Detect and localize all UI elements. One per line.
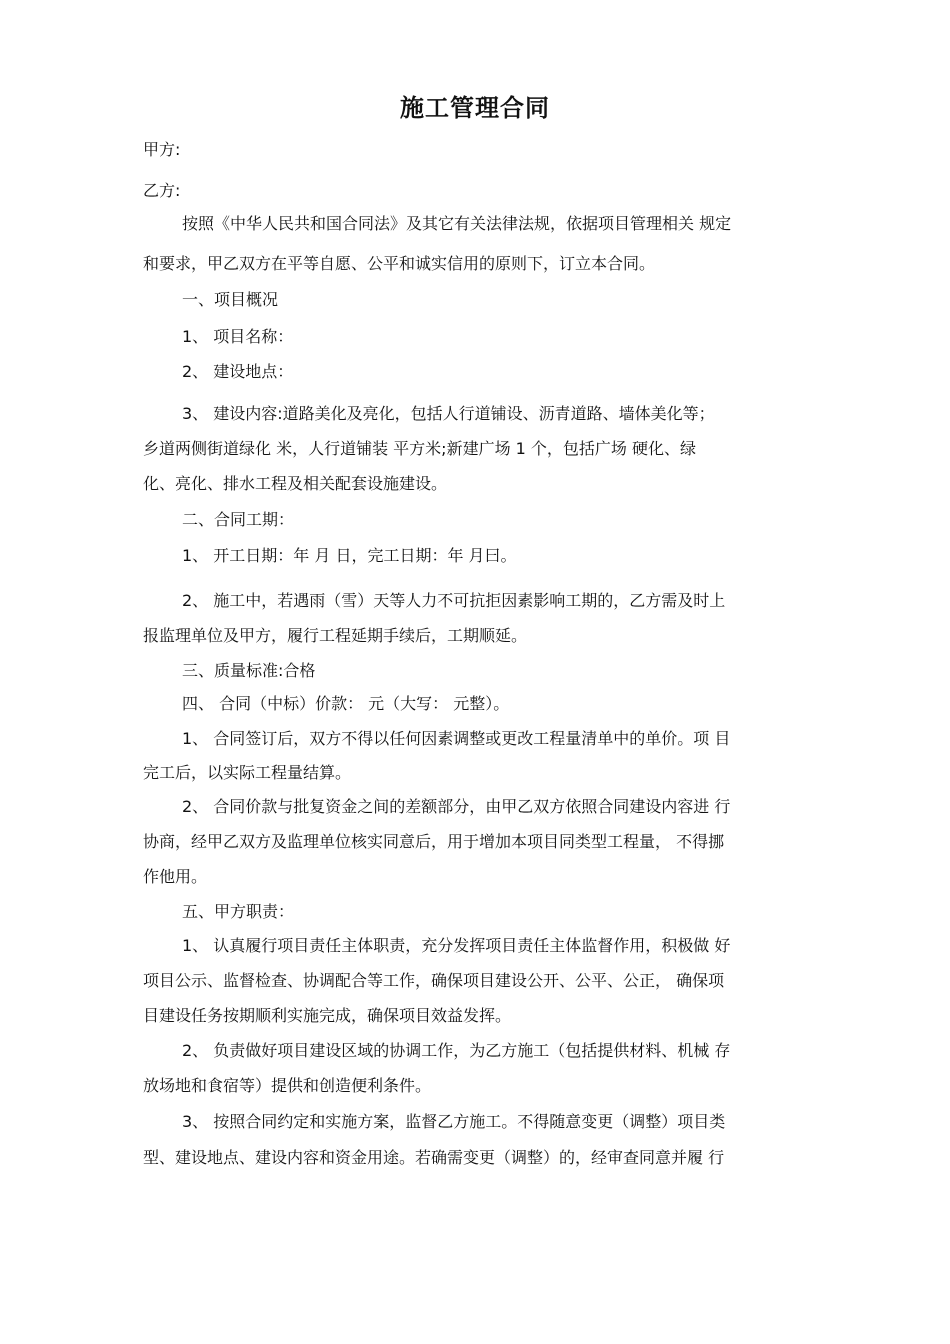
clause-line: 目建设任务按期顺利实施完成，确保项目效益发挥。 [143,1006,512,1025]
clause-line: 1、 项目名称： [182,327,294,346]
section-heading-3: 三、质量标准:合格 [182,661,316,680]
party-a-line: 甲方: [143,140,181,159]
clause-line: 化、亮化、排水工程及相关配套设施建设。 [143,474,448,493]
preamble-line-2: 和要求，甲乙双方在平等自愿、公平和诚实信用的原则下，订立本合同。 [143,254,656,273]
clause-line: 1、 认真履行项目责任主体职责，充分发挥项目责任主体监督作用，积极做 好 [182,936,731,955]
section-heading-4: 四、 合同（中标）价款： 元（大写： 元整）。 [182,694,510,713]
clause-line: 2、 施工中，若遇雨（雪）天等人力不可抗拒因素影响工期的，乙方需及时上 [182,591,726,610]
party-b-line: 乙方: [143,181,181,200]
clause-line: 3、 建设内容:道路美化及亮化，包括人行道铺设、沥青道路、墙体美化等； [182,404,715,423]
clause-line: 3、 按照合同约定和实施方案，监督乙方施工。不得随意变更（调整）项目类 [182,1112,726,1131]
clause-line: 1、 开工日期：年 月 日，完工日期：年 月曰。 [182,546,517,565]
clause-line: 1、 合同签订后，双方不得以任何因素调整或更改工程量清单中的单价。项 目 [182,729,731,748]
clause-line: 乡道两侧街道绿化 米，人行道铺装 平方米;新建广场 1 个，包括广场 硬化、绿 [143,439,697,458]
section-heading-2: 二、合同工期： [182,510,295,529]
clause-line: 项目公示、监督检查、协调配合等工作，确保项目建设公开、公平、公正， 确保项 [143,971,725,990]
document-title: 施工管理合同 [400,93,550,122]
clause-line: 2、 建设地点： [182,362,294,381]
clause-line: 完工后，以实际工程量结算。 [143,763,352,782]
section-heading-1: 一、项目概况 [182,290,279,309]
clause-line: 报监理单位及甲方，履行工程延期手续后，工期顺延。 [143,626,528,645]
preamble-line-1: 按照《中华人民共和国合同法》及其它有关法律法规，依据项目管理相关 规定 [182,214,732,233]
clause-line: 作他用。 [143,867,208,886]
clause-line: 型、建设地点、建设内容和资金用途。若确需变更（调整）的，经审查同意并履 行 [143,1148,725,1167]
clause-line: 放场地和食宿等）提供和创造便利条件。 [143,1076,432,1095]
clause-line: 2、 合同价款与批复资金之间的差额部分，由甲乙双方依照合同建设内容进 行 [182,797,731,816]
clause-line: 2、 负责做好项目建设区域的协调工作，为乙方施工（包括提供材料、机械 存 [182,1041,731,1060]
clause-line: 协商，经甲乙双方及监理单位核实同意后，用于增加本项目同类型工程量， 不得挪 [143,832,725,851]
section-heading-5: 五、甲方职责： [182,902,295,921]
